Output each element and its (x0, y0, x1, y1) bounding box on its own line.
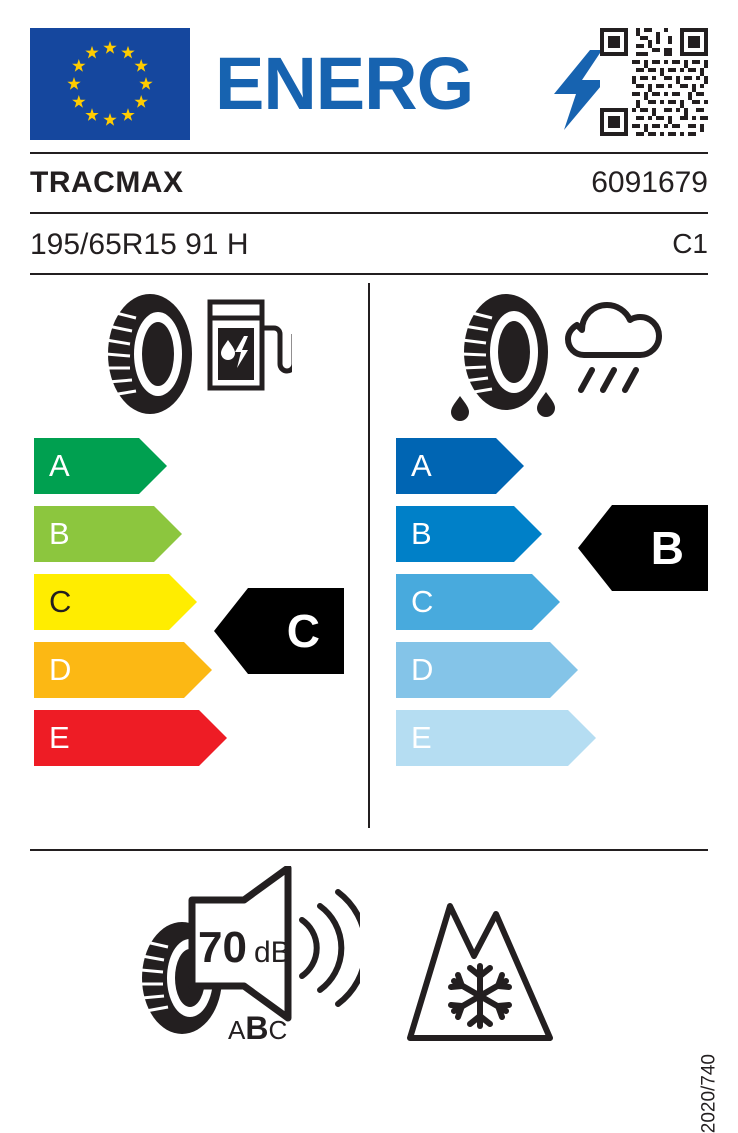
noise-class-c: C (268, 1015, 288, 1045)
grade-letter: A (411, 448, 432, 483)
fuel-grade-e (34, 710, 199, 766)
grade-letter: E (411, 720, 432, 755)
label-header (30, 28, 708, 140)
wet-grade-a (396, 438, 496, 494)
marker-arrow-tip (578, 505, 612, 591)
tyre-size: 195/65R15 91 H (30, 228, 249, 261)
wet-grade-c (396, 574, 532, 630)
wet-grade-d (396, 642, 550, 698)
eu-flag-icon (30, 28, 190, 140)
grade-letter: A (49, 448, 70, 483)
grade-letter: C (49, 584, 72, 619)
grade-letter: C (411, 584, 434, 619)
grade-letter: B (411, 516, 432, 551)
bar-arrow-tip (550, 642, 578, 698)
divider-brand (30, 212, 708, 214)
bar-arrow-tip (199, 710, 227, 766)
tyre-class: C1 (672, 228, 708, 259)
fuel-grade-c (34, 574, 169, 630)
svg-text:70: 70 (198, 923, 247, 972)
fuel-selected-grade: C (286, 605, 320, 657)
grade-letter: D (411, 652, 434, 687)
fuel-grade-d (34, 642, 184, 698)
divider-noise (30, 849, 708, 851)
grade-letter: E (49, 720, 70, 755)
regulation-reference: 2020/740 (698, 1054, 719, 1133)
tyre-rain-cloud-icon (438, 288, 668, 428)
marker-arrow-tip (214, 588, 248, 674)
wet-grade-e (396, 710, 568, 766)
energy-wordmark: ENERG (215, 42, 474, 125)
tyre-fuel-pump-icon (92, 288, 292, 418)
svg-text:dB: dB (254, 936, 291, 969)
bar-arrow-tip (532, 574, 560, 630)
noise-class-b: B (245, 1010, 269, 1046)
wet-selected-marker (612, 505, 708, 591)
bar-arrow-tip (568, 710, 596, 766)
wet-grade-b (396, 506, 514, 562)
divider-vertical (368, 283, 370, 828)
bar-arrow-tip (514, 506, 542, 562)
bar-arrow-tip (169, 574, 197, 630)
three-peak-mountain-snowflake-icon (400, 880, 560, 1050)
divider-top (30, 152, 708, 154)
qr-code-icon (600, 28, 708, 136)
fuel-selected-marker (248, 588, 344, 674)
product-code: 6091679 (591, 166, 708, 199)
grade-letter: B (49, 516, 70, 551)
bar-arrow-tip (496, 438, 524, 494)
wet-selected-grade: B (650, 522, 684, 574)
bar-arrow-tip (139, 438, 167, 494)
brand-name: TRACMAX (30, 166, 184, 199)
divider-size (30, 273, 708, 275)
bar-arrow-tip (154, 506, 182, 562)
noise-class-scale (228, 1010, 287, 1047)
bar-arrow-tip (184, 642, 212, 698)
grade-letter: D (49, 652, 72, 687)
noise-class-a: A (228, 1015, 246, 1045)
fuel-grade-a (34, 438, 139, 494)
fuel-grade-b (34, 506, 154, 562)
